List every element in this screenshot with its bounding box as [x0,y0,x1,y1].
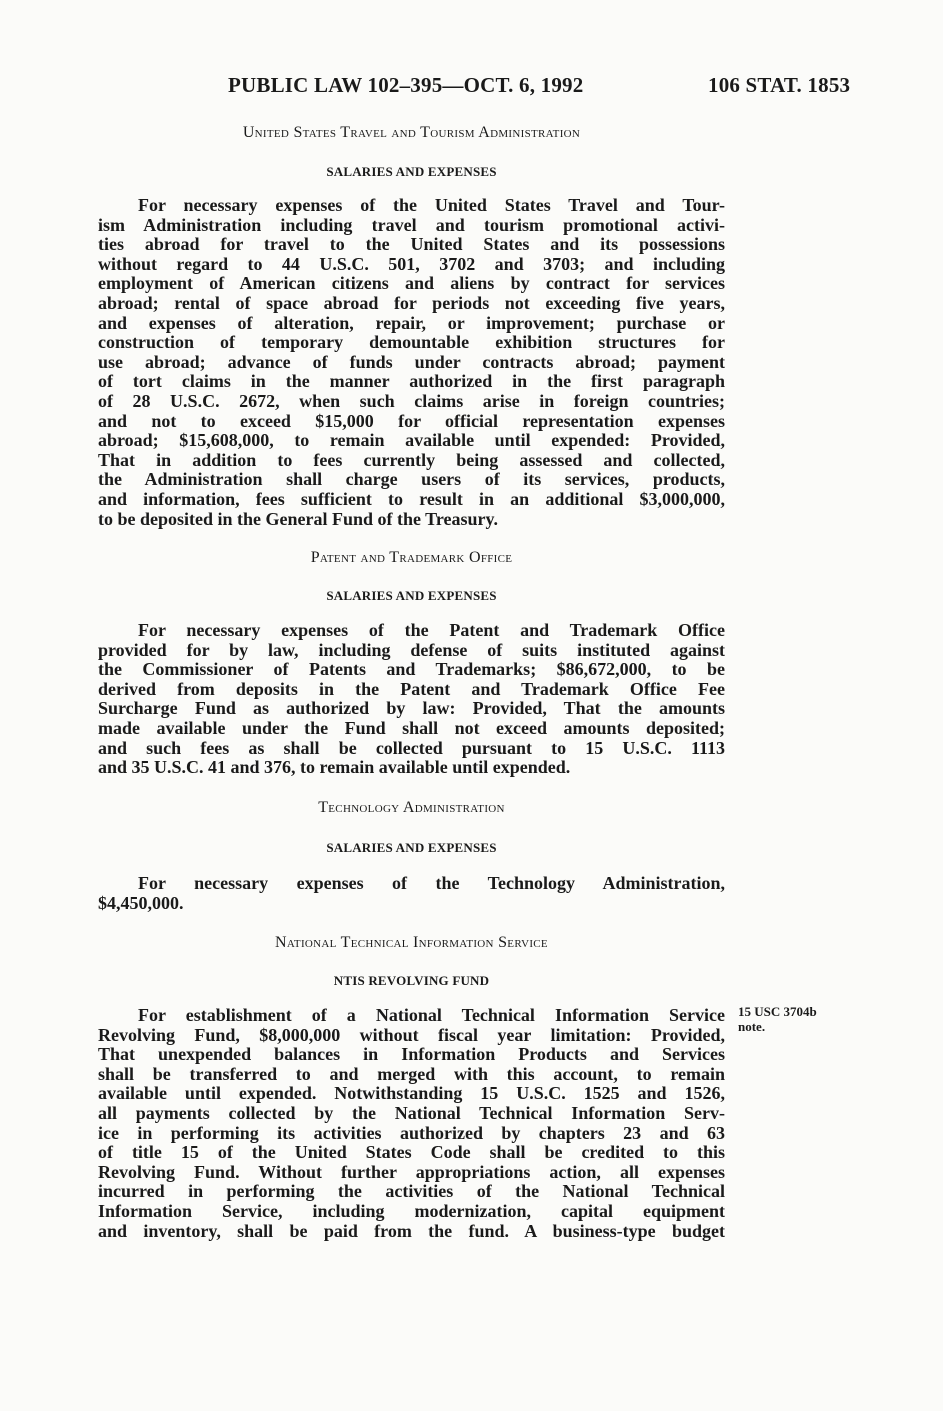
paragraph-line: ism Administration including travel and tourism promotional activi- [98,214,725,235]
paragraph-line: For necessary expenses of the Patent and Trademark Office [138,620,725,640]
paragraph-line: For necessary expenses of the United States Travel and Tour- [138,195,725,215]
section-heading-technology-administration: Technology Administration [318,799,505,816]
paragraph-line: and 35 U.S.C. 41 and 376, to remain available until expended. [98,757,571,778]
paragraph-line: made available under the Fund shall not exceed amounts deposited; [98,717,725,738]
paragraph-line: incurred in performing the activities of the National Technical [98,1181,725,1202]
paragraph-line: Information Service, including modernization, capital equipment [98,1200,725,1221]
paragraph-line: Revolving Fund, $8,000,000 without fiscal year limitation: Provided, [98,1024,725,1045]
paragraph-line: and expenses of alteration, repair, or improvement; purchase or [98,312,725,333]
running-header-title: PUBLIC LAW 102–395—OCT. 6, 1992 [228,73,584,97]
section-subheading: SALARIES AND EXPENSES [326,164,497,179]
paragraph-line: $4,450,000. [98,892,184,913]
paragraph-line: of tort claims in the manner authorized in the first paragraph [98,371,725,392]
paragraph-line: That unexpended balances in Information Products and Services [98,1044,725,1065]
section-subheading: SALARIES AND EXPENSES [326,840,497,855]
section-heading-united-states-travel-and-tourism-administration: United States Travel and Tourism Administration [242,124,581,141]
section-subheading: NTIS REVOLVING FUND [333,973,490,988]
paragraph-line: without regard to 44 U.S.C. 501, 3702 and 3703; and including [98,253,725,274]
paragraph-line: Surcharge Fund as authorized by law: Provided, That the amounts [98,698,725,719]
paragraph-line: For necessary expenses of the Technology Administration, [138,873,725,893]
paragraph-line: of 28 U.S.C. 2672, when such claims arise in foreign countries; [98,390,725,411]
paragraph-line: abroad; rental of space abroad for periods not exceeding five years, [98,292,725,313]
paragraph-line: to be deposited in the General Fund of the Treasury. [98,508,499,529]
margin-note-line: note. [738,1019,766,1034]
paragraph-line: and inventory, shall be paid from the fund. A business-type budget [98,1220,725,1241]
paragraph-line: Revolving Fund. Without further appropriations action, all expenses [98,1161,725,1182]
paragraph-line: For establishment of a National Technical Information Service [138,1005,725,1025]
section-heading-national-technical-information-service: National Technical Information Service [275,934,548,951]
paragraph-line: shall be transferred to and merged with this account, to remain [98,1063,725,1084]
paragraph-line: abroad; $15,608,000, to remain available until expended: Provided, [98,430,725,451]
paragraph [98,196,725,529]
margin-note-line: 15 USC 3704b [738,1004,817,1019]
paragraph-line: ties abroad for travel to the United States and its possessions [98,234,725,255]
paragraph-line: of title 15 of the United States Code shall be credited to this [98,1142,725,1163]
paragraph-line: and not to exceed $15,000 for official representation expenses [98,410,725,431]
paragraph-line: use abroad; advance of funds under contracts abroad; payment [98,351,725,372]
paragraph-line: all payments collected by the National Technical Information Serv- [98,1102,725,1123]
running-header-page: 106 STAT. 1853 [708,73,851,97]
paragraph [98,1006,725,1241]
section-heading-patent-and-trademark-office: Patent and Trademark Office [310,549,513,566]
paragraph-line: the Administration shall charge users of its services, products, [98,469,725,490]
section-subheading: SALARIES AND EXPENSES [326,588,497,603]
paragraph-line: derived from deposits in the Patent and Trademark Office Fee [98,678,725,699]
paragraph-line: the Commissioner of Patents and Trademarks; $86,672,000, to be [98,659,725,680]
paragraph-line: provided for by law, including defense of suits instituted against [98,639,725,660]
paragraph-line: construction of temporary demountable exhibition structures for [98,332,725,353]
paragraph-line: and information, fees sufficient to result in an additional $3,000,000, [98,488,725,509]
paragraph-line: and such fees as shall be collected pursuant to 15 U.S.C. 1113 [98,737,725,758]
margin-note [738,1004,817,1034]
paragraph-line: available until expended. Notwithstanding 15 U.S.C. 1525 and 1526, [98,1083,725,1104]
paragraph-line: That in addition to fees currently being assessed and collected, [98,449,725,470]
paragraph [98,621,725,778]
paragraph-line: employment of American citizens and aliens by contract for services [98,273,725,294]
paragraph [98,874,725,913]
paragraph-line: ice in performing its activities authorized by chapters 23 and 63 [98,1122,725,1143]
